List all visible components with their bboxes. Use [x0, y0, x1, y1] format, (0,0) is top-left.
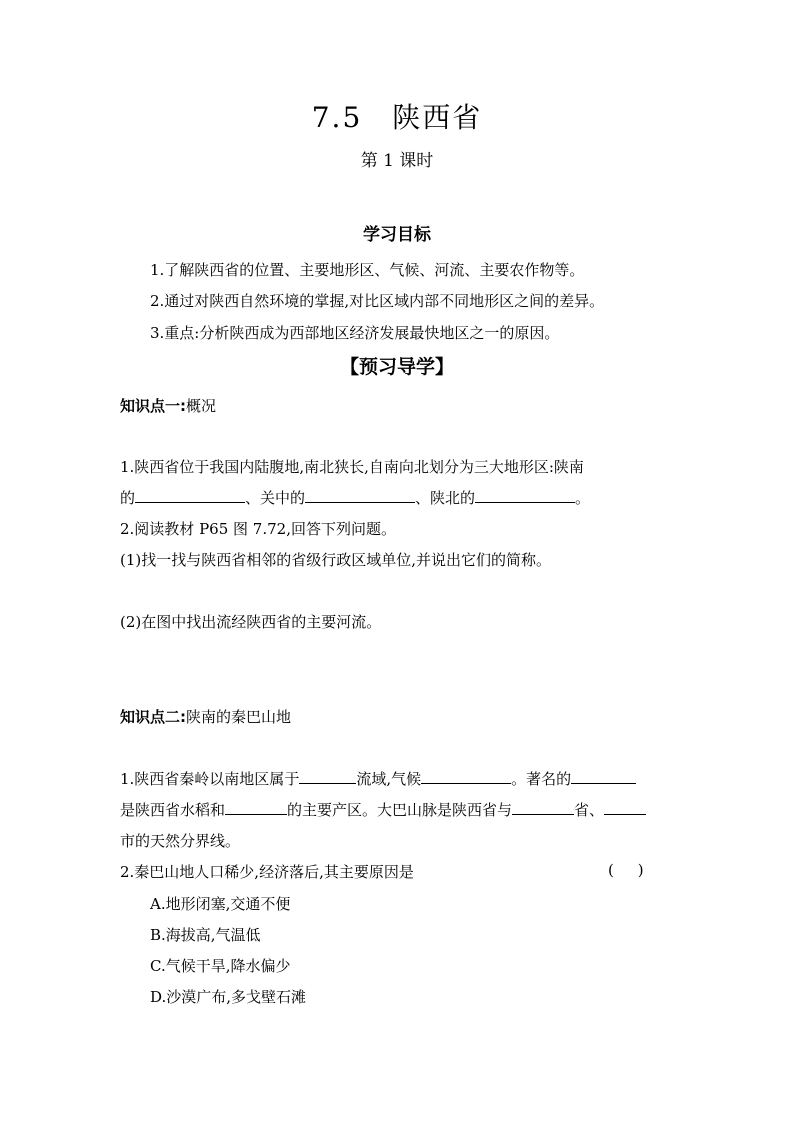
knowledge-point-2-name: 陕南的秦巴山地	[186, 708, 292, 726]
goals-heading: 学习目标	[363, 225, 431, 245]
kp2-q1-text-b: 流域,气候	[356, 770, 422, 788]
answer-blank-shaannan[interactable]	[135, 487, 245, 503]
goal-item-2: 2.通过对陕西自然环境的掌握,对比区域内部不同地形区之间的差异。	[150, 292, 605, 310]
option-a[interactable]: A.地形闭塞,交通不便	[150, 895, 291, 913]
page-title: 7.5 陕西省	[311, 101, 483, 134]
answer-blank-province[interactable]	[512, 799, 574, 815]
goal-item-3: 3.重点:分析陕西成为西部地区经济发展最快地区之一的原因。	[150, 324, 560, 342]
kp2-question-1-line-3: 市的天然分界线。	[120, 832, 241, 850]
knowledge-point-1-name: 概况	[186, 397, 217, 415]
lesson-subtitle: 第 1 课时	[360, 151, 434, 171]
kp2-q1-text-d: 是陕西省水稻和	[120, 801, 226, 819]
kp1-q1-text-a: 的	[120, 489, 136, 507]
kp1-question-2-1: (1)找一找与陕西省相邻的省级行政区域单位,并说出它们的简称。	[120, 551, 552, 569]
option-c[interactable]: C.气候干旱,降水偏少	[150, 957, 291, 975]
kp1-q1-text-b: 、关中的	[245, 489, 306, 507]
kp1-question-1-line-2	[120, 487, 590, 508]
option-b[interactable]: B.海拔高,气温低	[150, 926, 261, 944]
kp1-q1-text-d: 。	[575, 489, 591, 507]
option-d[interactable]: D.沙漠广布,多戈壁石滩	[150, 988, 307, 1006]
answer-blank-climate[interactable]	[421, 768, 511, 784]
kp2-q1-text-f: 省、	[574, 801, 605, 819]
answer-blank-city[interactable]	[604, 799, 646, 815]
preview-heading: 【预习导学】	[339, 356, 454, 378]
knowledge-point-2-label: 知识点二:	[120, 708, 186, 726]
answer-blank-crop[interactable]	[225, 799, 287, 815]
knowledge-point-2-heading	[120, 706, 291, 727]
kp2-question-1-line-1	[120, 768, 636, 789]
answer-blank-shaanbei[interactable]	[475, 487, 575, 503]
kp2-q1-text-a: 1.陕西省秦岭以南地区属于	[120, 770, 300, 788]
answer-blank-river-basin[interactable]	[299, 768, 356, 784]
knowledge-point-1-heading	[120, 395, 216, 416]
knowledge-point-1-label: 知识点一:	[120, 397, 186, 415]
kp1-question-1-line-1: 1.陕西省位于我国内陆腹地,南北狭长,自南向北划分为三大地形区:陕南	[120, 458, 584, 476]
kp2-q1-text-c: 。著名的	[511, 770, 572, 788]
kp2-question-1-line-2	[120, 799, 646, 820]
answer-blank-guanzhong[interactable]	[305, 487, 415, 503]
kp2-q1-text-e: 的主要产区。大巴山脉是陕西省与	[287, 801, 513, 819]
kp2-question-2: 2.秦巴山地人口稀少,经济落后,其主要原因是	[120, 863, 414, 881]
goal-item-1: 1.了解陕西省的位置、主要地形区、气候、河流、主要农作物等。	[150, 261, 585, 279]
answer-parentheses[interactable]: ( )	[608, 861, 644, 879]
answer-blank-famous-area[interactable]	[571, 768, 636, 784]
kp1-question-2: 2.阅读教材 P65 图 7.72,回答下列问题。	[120, 520, 396, 538]
kp1-question-2-2: (2)在图中找出流经陕西省的主要河流。	[120, 613, 382, 631]
kp1-q1-text-c: 、陕北的	[415, 489, 476, 507]
